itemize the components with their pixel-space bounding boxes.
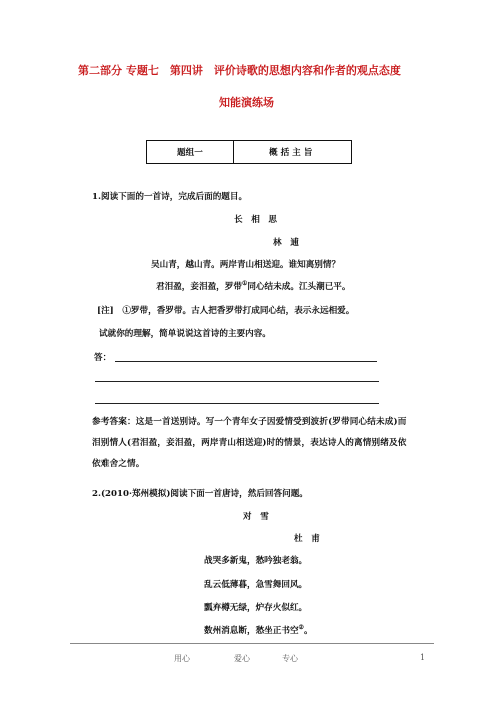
poem-2-line-4-part-a: 数州消息断，愁坐正书空 bbox=[204, 626, 299, 636]
poem-1-line-2-part-a: 君泪盈，妾泪盈，罗带 bbox=[156, 282, 242, 292]
poem-1-title: 长 相 思 bbox=[234, 215, 277, 225]
table-divider bbox=[233, 141, 234, 163]
poem-2-line-3: 瓢弃樽无绿，炉存火似红。 bbox=[204, 603, 308, 613]
poem-1-author: 林 逋 bbox=[273, 238, 299, 248]
answer-line-3[interactable] bbox=[95, 403, 379, 404]
poem-1-line-2 bbox=[156, 280, 350, 292]
document-subtitle: 知能演练场 bbox=[219, 96, 274, 109]
topic-table bbox=[146, 140, 352, 164]
question-1-task: 试就你的理解，简单说说这首诗的主要内容。 bbox=[99, 329, 271, 339]
poem-2-line-4 bbox=[204, 624, 313, 636]
footer-text-2: 爱心 bbox=[234, 654, 250, 663]
poem-2-title: 对 雪 bbox=[243, 512, 269, 522]
answer-line-1[interactable] bbox=[115, 361, 377, 362]
poem-2-author: 杜 甫 bbox=[294, 534, 320, 544]
footer-text-3: 专心 bbox=[282, 654, 298, 663]
poem-1-line-1: 吴山青，越山青。两岸青山相送迎。谁知离别情？ bbox=[151, 260, 341, 270]
table-cell-group: 题组一 bbox=[177, 148, 203, 158]
footnote-mark-2: ② bbox=[298, 624, 304, 632]
poem-2-line-2: 乱云低薄暮，急雪舞回风。 bbox=[204, 580, 308, 590]
footer-rule bbox=[70, 643, 434, 644]
poem-1-note: [注] ①罗带，香罗带。古人把香罗带打成同心结，表示永远相爱。 bbox=[97, 306, 355, 316]
poem-2-line-4-part-b: 。 bbox=[303, 626, 313, 636]
footnote-mark-1: ① bbox=[241, 280, 248, 288]
footer-text-1: 用心 bbox=[174, 654, 190, 663]
poem-2-line-1: 战哭多新鬼，愁吟独老翁。 bbox=[204, 556, 308, 566]
question-2-prompt: 2.(2010·郑州模拟)阅读下面一首唐诗，然后回答问题。 bbox=[92, 489, 308, 499]
answer-line-2[interactable] bbox=[95, 381, 379, 382]
answer-label: 答： bbox=[94, 353, 112, 363]
document-title: 第二部分 专题七 第四讲 评价诗歌的思想内容和作者的观点态度 bbox=[78, 64, 401, 77]
table-cell-theme: 概 括 主 旨 bbox=[269, 148, 313, 158]
poem-1-line-2-part-b: 同心结未成。江头潮已平。 bbox=[247, 282, 351, 292]
reference-answer: 参考答案：这是一首送别诗。写一个青年女子因爱情受到波折(罗带同心结未成)而泪别情人(君泪盈，妾泪盈，两岸青山相送迎)时的情景，表达诗人的离情别绪及依依难舍之情。 bbox=[92, 417, 407, 469]
page-number: 1 bbox=[420, 653, 426, 662]
question-1-prompt: 1.阅读下面的一首诗，完成后面的题目。 bbox=[92, 192, 248, 202]
